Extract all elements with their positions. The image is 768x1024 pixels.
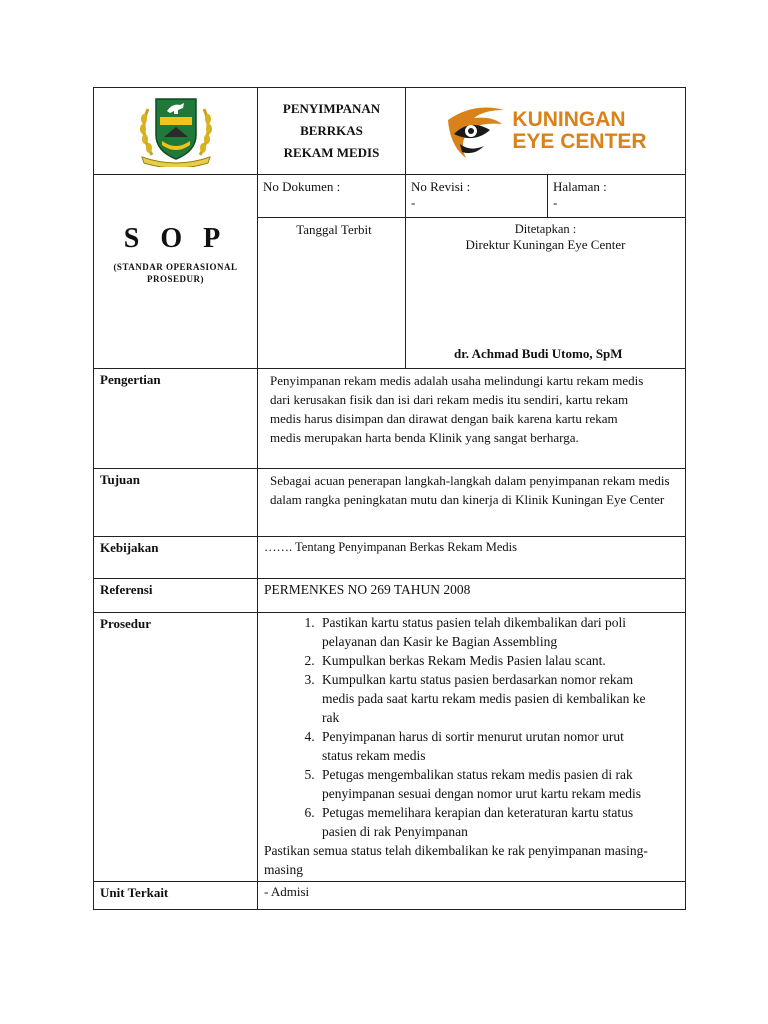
regency-emblem-icon (134, 91, 218, 167)
no-dokumen-cell (258, 175, 406, 218)
ditetapkan-label: Ditetapkan : (514, 222, 577, 236)
sop-document (93, 87, 685, 910)
no-revisi-value: - (411, 195, 416, 210)
prosedur-step: 6. Petugas memelihara kerapian dan keteraturan kartu status pasien di rak Penyimpanan (318, 803, 655, 841)
sop-subheading: (STANDAR OPERASIONAL PROSEDUR) (113, 262, 238, 284)
sop-heading: S O P (123, 223, 228, 254)
prosedur-cell (258, 613, 686, 882)
tanggal-terbit-label: Tanggal Terbit (296, 222, 372, 237)
eye-logo-icon (444, 100, 506, 162)
header-row (94, 88, 686, 175)
prosedur-label: Prosedur (94, 613, 258, 882)
ditetapkan-cell (406, 218, 686, 369)
clinic-name-line-1: KUNINGAN (512, 108, 626, 131)
prosedur-step: 4. Penyimpanan harus di sortir menurut urutan nomor urut status rekam medis (318, 727, 655, 765)
referensi-label: Referensi (94, 579, 258, 613)
document-title-cell (258, 88, 406, 175)
sop-table (93, 87, 686, 910)
tujuan-row (94, 469, 686, 537)
ditetapkan-by: Direktur Kuningan Eye Center (465, 237, 626, 252)
clinic-name-line-2: EYE CENTER (512, 130, 647, 153)
prosedur-step: 1. Pastikan kartu status pasien telah dikembalikan dari poli pelayanan dan Kasir ke Bagian Assembling (318, 613, 655, 651)
referensi-row (94, 579, 686, 613)
kebijakan-row (94, 537, 686, 579)
referensi-text: PERMENKES NO 269 TAHUN 2008 (258, 579, 686, 613)
kebijakan-text: ……. Tentang Penyimpanan Berkas Rekam Medis (258, 537, 686, 579)
prosedur-row (94, 613, 686, 882)
prosedur-note: Pastikan semua status telah dikembalikan ke rak penyimpanan masing- masing (264, 843, 648, 877)
sop-cell (94, 175, 258, 369)
clinic-logo (406, 100, 685, 162)
no-dokumen-label: No Dokumen : (263, 179, 341, 194)
tujuan-text: Sebagai acuan penerapan langkah-langkah dalam penyimpanan rekam medis dalam rangka peningkatan mutu dan kinerja di Klinik Kuningan Eye Center (258, 469, 686, 537)
document-title-line-1: PENYIMPANAN (282, 101, 381, 116)
no-revisi-cell (406, 175, 548, 218)
no-revisi-label: No Revisi : (411, 179, 471, 194)
prosedur-step: 5. Petugas mengembalikan status rekam medis pasien di rak penyimpanan sesuai dengan nomor urut kartu rekam medis (318, 765, 655, 803)
meta-row-1 (94, 175, 686, 218)
prosedur-steps (264, 613, 655, 841)
halaman-cell (548, 175, 686, 218)
document-title-line-3: REKAM MEDIS (283, 145, 380, 160)
prosedur-step: 3. Kumpulkan kartu status pasien berdasarkan nomor rekam medis pada saat kartu rekam medis pasien di kembalikan ke rak (318, 670, 655, 727)
halaman-label: Halaman : (553, 179, 607, 194)
halaman-value: - (553, 195, 558, 210)
unit-terkait-row (94, 882, 686, 910)
tujuan-label: Tujuan (94, 469, 258, 537)
pengertian-text: Penyimpanan rekam medis adalah usaha melindungi kartu rekam medis dari kerusakan fisik dan isi dari rekam medis itu sendiri, kartu rekam medis harus disimpan dan dirawat dengan baik karena kartu rekam medis merupakan harta benda Klinik yang sangat berharga. (258, 369, 686, 469)
tanggal-terbit-cell (258, 218, 406, 369)
document-title-line-2: BERRKAS (300, 123, 363, 138)
unit-terkait-text: - Admisi (258, 882, 686, 910)
kebijakan-label: Kebijakan (94, 537, 258, 579)
signer-name: dr. Achmad Budi Utomo, SpM (454, 346, 623, 361)
clinic-logo-cell (406, 88, 686, 175)
regency-emblem-cell (94, 88, 258, 175)
prosedur-step: 2. Kumpulkan berkas Rekam Medis Pasien lalau scant. (318, 651, 655, 670)
pengertian-label: Pengertian (94, 369, 258, 469)
unit-terkait-label: Unit Terkait (94, 882, 258, 910)
pengertian-row (94, 369, 686, 469)
